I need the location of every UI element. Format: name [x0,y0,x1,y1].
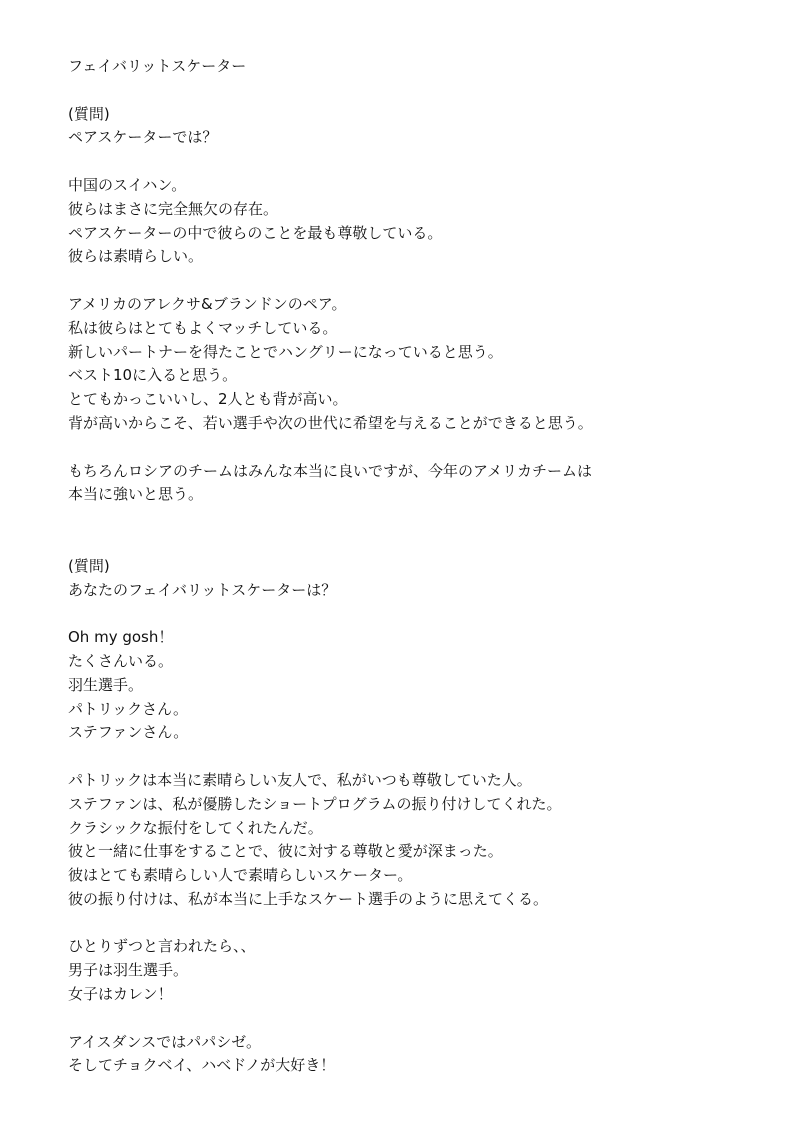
text-line: Oh my gosh！ [68,628,174,647]
text-line: そしてチョクベイ、ハベドノが大好き！ [68,1056,336,1075]
blank-line [68,745,768,769]
text-line: 中国のスイハン。 [68,175,187,194]
blank-line [68,531,768,555]
text-line: ひとりずつと言われたら、、 [68,937,256,956]
document-title: フェイバリットスケーター [68,57,247,75]
text-line: 羽生選手。 [68,675,144,694]
text-line: とてもかっこいいし、2人とも背が高い。 [68,390,348,409]
text-line: ペアスケーターでは？ [68,128,218,147]
blank-line [68,79,768,103]
text-line: 本当に強いと思う。 [68,485,204,504]
text-line: 女子はカレン！ [68,985,173,1004]
text-line: 彼はとても素晴らしい人で素晴らしいスケーター。 [68,866,413,885]
text-line: 男子は羽生選手。 [68,961,189,980]
text-line: (質問) [68,556,110,575]
text-line: アイスダンスではパパシゼ。 [68,1032,262,1051]
text-line: 背が高いからこそ、若い選手や次の世代に希望を与えることができると思う。 [68,413,593,432]
blank-line [68,602,768,626]
text-line: 彼の振り付けは、私が本当に上手なスケート選手のように思えてくる。 [68,889,549,908]
text-line: アメリカのアレクサ&ブランドンのペア。 [68,294,347,313]
text-line: ベスト10に入ると思う。 [68,366,238,385]
text-line: ステファンは、私が優勝したショートプログラムの振り付けしてくれた。 [68,794,562,813]
text-line: ステファンさん。 [68,723,189,742]
text-line: 彼と一緒に仕事をすることで、彼に対する尊敬と愛が深まった。 [68,842,503,861]
text-line: 新しいパートナーを得たことでハングリーになっていると思う。 [68,342,503,361]
blank-line [68,507,768,531]
text-line: 彼らはまさに完全無欠の存在。 [68,199,279,218]
text-line: ペアスケーターの中で彼らのことを最も尊敬している。 [68,223,443,242]
blank-line [68,1007,768,1031]
text-line: (質問) [68,104,110,123]
text-line: あなたのフェイバリットスケーターは？ [68,580,337,599]
document-body [68,55,768,1078]
text-line: クラシックな振付をしてくれたんだ。 [68,818,323,837]
text-line: 彼らは素晴らしい。 [68,247,204,266]
blank-line [68,912,768,936]
text-line: もちろんロシアのチームはみんな本当に良いですが、今年のアメリカチームは [68,461,592,480]
blank-line [68,269,768,293]
blank-line [68,150,768,174]
text-line: たくさんいる。 [68,651,174,670]
text-line: 私は彼らはとてもよくマッチしている。 [68,318,338,337]
text-line: パトリックは本当に素晴らしい友人で、私がいつも尊敬していた人。 [68,770,532,789]
blank-line [68,436,768,460]
text-line: パトリックさん。 [68,699,189,718]
